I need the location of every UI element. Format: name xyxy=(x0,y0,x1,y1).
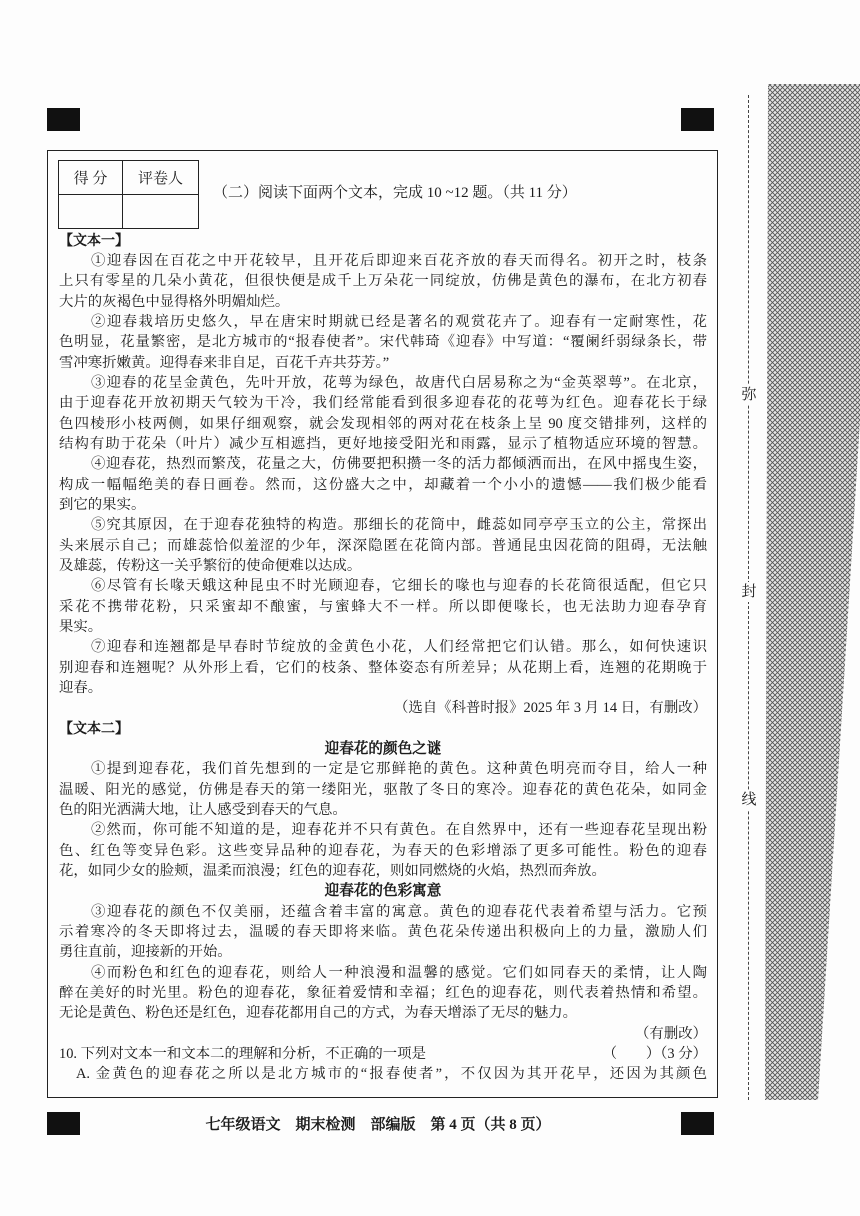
registration-mark-top-right xyxy=(681,108,714,131)
text-line: 果实。 xyxy=(59,619,103,636)
question-10 xyxy=(59,1044,707,1064)
text-line: ①迎春因在百花之中开花较早，且开花后即迎来百花齐放的春天而得名。初开之时，枝条 xyxy=(91,253,707,270)
question-10-answer-blank: （ ）（3 分） xyxy=(602,1045,707,1062)
grader-cell xyxy=(123,195,199,229)
text2-paragraph-1 xyxy=(59,759,707,820)
text2-paragraph-4 xyxy=(59,963,707,1024)
registration-mark-bottom-right xyxy=(681,1112,714,1135)
text-line: 色四棱形小枝两侧，如果仔细观察，就会发现相邻的两对花在枝条上呈 90 度交错排列，这样的 xyxy=(59,415,707,432)
text1-label: 【文本一】 xyxy=(59,232,129,249)
text-line: ③迎春花的颜色不仅美丽，还蕴含着丰富的寓意。黄色的迎春花代表着希望与活力。它预 xyxy=(91,903,707,920)
score-cell xyxy=(59,195,123,229)
grader-label: 评卷人 xyxy=(123,161,199,195)
margin-char-xian: 线 xyxy=(741,792,757,808)
text-line: 由于迎春花开放初期天气较为干冷，我们经常能看到很多迎春花的花萼为红色。迎春花长于绿 xyxy=(59,395,707,412)
text-line: 及雄蕊，传粉这一关乎繁衍的使命便难以达成。 xyxy=(59,558,362,575)
text1-paragraph-1 xyxy=(59,251,707,312)
text-line: 上只有零星的几朵小黄花，但很快便是成千上万朵花一同绽放，仿佛是黄色的瀑布，在北方初春 xyxy=(59,273,707,290)
text-line: 示着寒冷的冬天即将过去，温暖的春天即将来临。黄色花朵传递出积极向上的力量，激励人们 xyxy=(59,923,707,940)
text-line: 大片的灰褐色中显得格外明媚灿烂。 xyxy=(59,293,290,310)
text-line: ③迎春的花呈金黄色，先叶开放，花萼为绿色，故唐代白居易称之为“金英翠萼”。在北京， xyxy=(91,375,707,392)
text-line: 色的阳光洒满大地，让人感受到春天的气息。 xyxy=(59,801,347,818)
text2-paragraph-3 xyxy=(59,902,707,963)
section-title: （二）阅读下面两个文本，完成 10 ~12 题。（共 11 分） xyxy=(213,185,577,201)
text1-paragraph-6 xyxy=(59,576,707,637)
text-line: 勇往直前，迎接新的开始。 xyxy=(59,944,232,961)
text1-paragraph-5 xyxy=(59,515,707,576)
text1-paragraph-4 xyxy=(59,454,707,515)
text2-heading-1: 迎春花的颜色之谜 xyxy=(324,740,442,757)
text-line: 花，如同少女的脸颊，温柔而浪漫；红色的迎春花，则如同燃烧的火焰，热烈而奔放。 xyxy=(59,862,606,879)
question-10-stem: 10. 下列对文本一和文本二的理解和分析，不正确的一项是 xyxy=(59,1045,426,1062)
text2-paragraph-2 xyxy=(59,820,707,881)
margin-char-feng: 封 xyxy=(741,584,757,600)
text-line: ④迎春花，热烈而繁茂，花量之大，仿佛要把积攒一冬的活力都倾洒而出，在风中摇曳生姿， xyxy=(91,456,707,473)
text-line: 温暖、阳光的感觉，仿佛是春天的第一缕阳光，驱散了冬日的寒冷。迎春花的黄色花朵，如同金 xyxy=(59,781,707,798)
text1-source: （选自《科普时报》2025 年 3 月 14 日，有删改） xyxy=(394,700,707,717)
text-line: ⑥尽管有长喙天蛾这种昆虫不时光顾迎春，它细长的喙也与迎春的长花筒很适配，但它只 xyxy=(91,578,707,595)
text-line: 到它的果实。 xyxy=(59,497,146,514)
text-line: 构成一幅幅绝美的春日画卷。然而，这份盛大之中，却藏着一个小小的遗憾——我们极少能看 xyxy=(59,476,707,493)
registration-mark-top-left xyxy=(47,108,80,131)
registration-mark-bottom-left xyxy=(47,1112,80,1135)
text-line: ⑦迎春和连翘都是早春时节绽放的金黄色小花，人们经常把它们认错。那么，如何快速识 xyxy=(91,639,707,656)
text2-heading-2: 迎春花的色彩寓意 xyxy=(324,882,442,900)
page-footer: 七年级语文 期末检测 部编版 第 4 页（共 8 页） xyxy=(205,1117,551,1133)
text-line: 迎春。 xyxy=(59,680,103,697)
text-line: ②迎春栽培历史悠久，早在唐宋时期就已经是著名的观赏花卉了。迎春有一定耐寒性，花 xyxy=(91,314,707,331)
text2-label: 【文本二】 xyxy=(59,720,129,737)
text-line: 色明显，花量繁密，是北方城市的“报春使者”。宋代韩琦《迎春》中写道：“覆阑纤弱绿条长，带 xyxy=(59,334,707,351)
text-line: ①提到迎春花，我们首先想到的一定是它那鲜艳的黄色。这种黄色明亮而夺目，给人一种 xyxy=(91,761,707,778)
reading-column xyxy=(59,231,707,1085)
text-line: 雪冲寒折嫩黄。迎得春来非自足，百花千卉共芬芳。” xyxy=(59,354,390,371)
text-line: 无论是黄色、粉色还是红色，迎春花都用自己的方式，为春天增添了无尽的魅力。 xyxy=(59,1005,578,1022)
question-10-option-a: A. 金黄色的迎春花之所以是北方城市的“报春使者”，不仅因为其开花早，还因为其颜色 xyxy=(76,1066,707,1083)
text-line: 头来展示自己；而雄蕊恰似羞涩的少年，深深隐匿在花筒内部。普通昆虫因花筒的阻碍，无法触 xyxy=(59,537,707,554)
text-line: 色、红色等变异色彩。这些变异品种的迎春花，为春天的色彩增添了更多可能性。粉色的迎春 xyxy=(59,842,707,859)
text-line: ②然而，你可能不知道的是，迎春花并不只有黄色。在自然界中，还有一些迎春花呈现出粉 xyxy=(91,822,707,839)
text-line: 结构有助于花朵（叶片）减少互相遮挡，更好地接受阳光和雨露，显示了植物适应环境的智慧。 xyxy=(59,436,707,453)
text-line: 别迎春和连翘呢？从外形上看，它们的枝条、整体姿态有所差异；从花期上看，连翘的花期晚于 xyxy=(59,659,707,676)
text1-paragraph-3 xyxy=(59,373,707,454)
text-line: 采花不携带花粉，只采蜜却不酿蜜，与蜜蜂大不一样。所以即便喙长，也无法助力迎春孕育 xyxy=(59,598,707,615)
text-line: 醉在美好的时光里。粉色的迎春花，象征着爱情和幸福；红色的迎春花，则代表着热情和希望。 xyxy=(59,984,707,1001)
text1-paragraph-7 xyxy=(59,637,707,698)
score-table xyxy=(58,160,199,229)
text-line: ⑤究其原因，在于迎春花独特的构造。那细长的花筒中，雌蕊如同亭亭玉立的公主，常探出 xyxy=(91,517,707,534)
text2-note: （有删改） xyxy=(635,1025,707,1042)
text1-paragraph-2 xyxy=(59,312,707,373)
margin-char-mi: 弥 xyxy=(741,387,757,403)
text-line: ④而粉色和红色的迎春花，则给人一种浪漫和温馨的感觉。它们如同春天的柔情，让人陶 xyxy=(91,964,707,981)
score-label: 得 分 xyxy=(59,161,123,195)
